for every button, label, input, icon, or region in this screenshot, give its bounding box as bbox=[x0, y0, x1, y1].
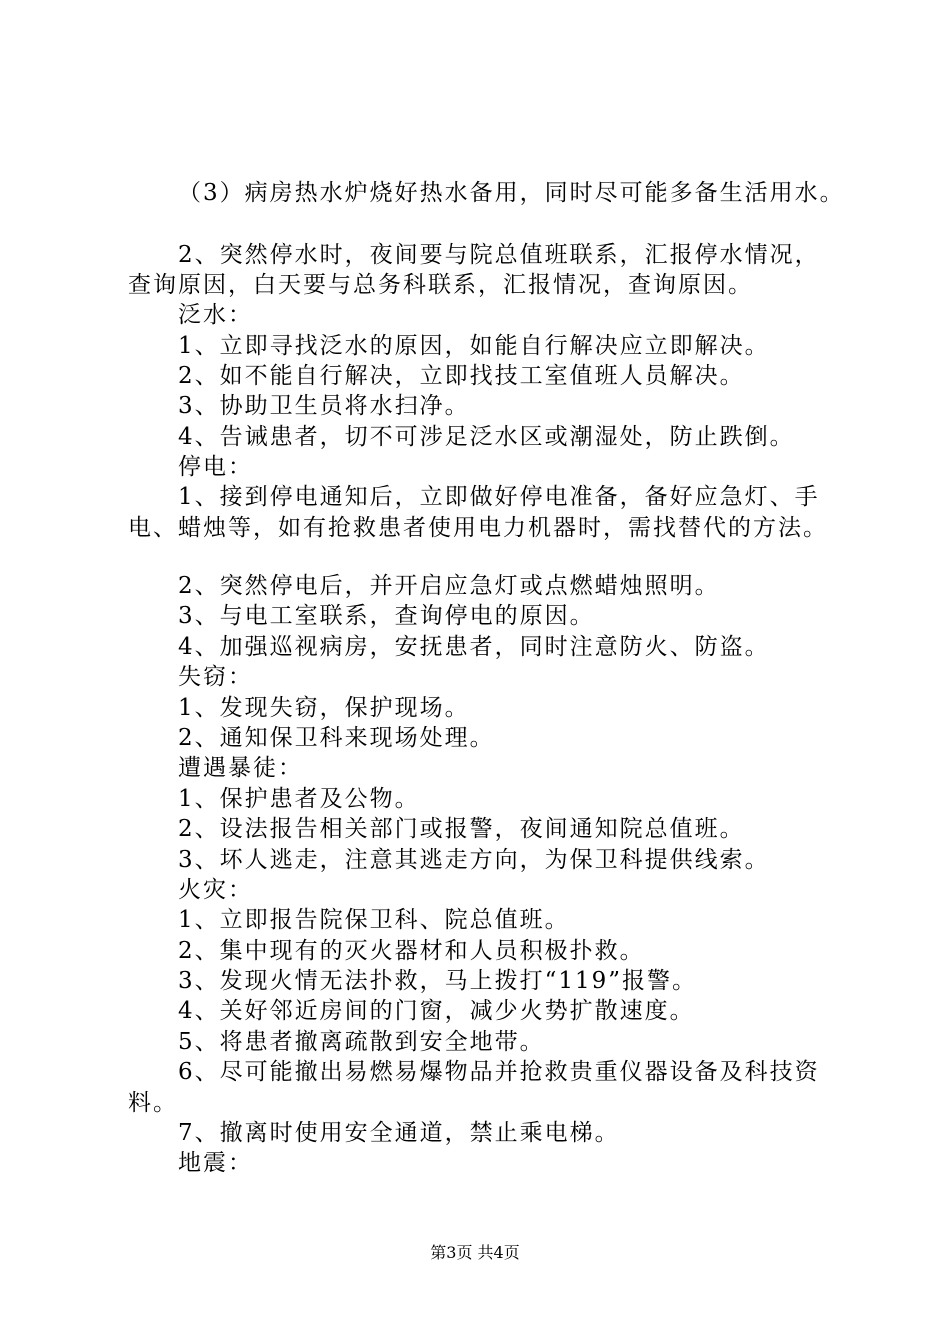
section-heading-earthquake: 地震： bbox=[178, 1150, 253, 1176]
text-line: 2、通知保卫科来现场处理。 bbox=[178, 725, 495, 751]
section-heading-power-outage: 停电： bbox=[178, 454, 253, 480]
text-line: 5、将患者撤离疏散到安全地带。 bbox=[178, 1029, 545, 1055]
section-heading-violence: 遭遇暴徒： bbox=[178, 755, 303, 781]
text-line: 2、集中现有的灭火器材和人员积极扑救。 bbox=[178, 938, 645, 964]
text-line: 2、突然停电后，并开启应急灯或点燃蜡烛照明。 bbox=[178, 573, 720, 599]
text-line: 1、保护患者及公物。 bbox=[178, 786, 420, 812]
text-line: 电、蜡烛等，如有抢救患者使用电力机器时，需找替代的方法。 bbox=[128, 515, 828, 541]
text-line: 1、接到停电通知后，立即做好停电准备，备好应急灯、手 bbox=[178, 484, 820, 510]
text-line: 料。 bbox=[128, 1090, 178, 1116]
text-line: 2、如不能自行解决，立即找技工室值班人员解决。 bbox=[178, 363, 745, 389]
section-heading-flooding: 泛水： bbox=[178, 302, 253, 328]
text-line: 4、加强巡视病房，安抚患者，同时注意防火、防盗。 bbox=[178, 634, 770, 660]
text-line: （3）病房热水炉烧好热水备用，同时尽可能多备生活用水。 bbox=[178, 180, 845, 206]
section-heading-fire: 火灾： bbox=[178, 877, 253, 903]
text-line: 2、突然停水时，夜间要与院总值班联系，汇报停水情况， bbox=[178, 242, 820, 268]
text-line: 查询原因，白天要与总务科联系，汇报情况，查询原因。 bbox=[128, 272, 753, 298]
text-line: 6、尽可能撤出易燃易爆物品并抢救贵重仪器设备及科技资 bbox=[178, 1059, 820, 1085]
text-line: 3、与电工室联系，查询停电的原因。 bbox=[178, 603, 595, 629]
page-number-footer: 第3页 共4页 bbox=[430, 1243, 520, 1262]
text-line: 1、立即报告院保卫科、院总值班。 bbox=[178, 907, 570, 933]
text-line: 3、坏人逃走，注意其逃走方向，为保卫科提供线索。 bbox=[178, 847, 770, 873]
text-line: 4、关好邻近房间的门窗，减少火势扩散速度。 bbox=[178, 998, 695, 1024]
text-line: 4、告诫患者，切不可涉足泛水区或潮湿处，防止跌倒。 bbox=[178, 424, 795, 450]
text-line: 1、立即寻找泛水的原因，如能自行解决应立即解决。 bbox=[178, 333, 770, 359]
text-line: 3、发现火情无法扑救，马上拨打“119”报警。 bbox=[178, 968, 698, 994]
text-line: 7、撤离时使用安全通道，禁止乘电梯。 bbox=[178, 1120, 620, 1146]
section-heading-theft: 失窃： bbox=[178, 664, 253, 690]
text-line: 3、协助卫生员将水扫净。 bbox=[178, 393, 470, 419]
text-line: 2、设法报告相关部门或报警，夜间通知院总值班。 bbox=[178, 816, 745, 842]
text-line: 1、发现失窃，保护现场。 bbox=[178, 695, 470, 721]
